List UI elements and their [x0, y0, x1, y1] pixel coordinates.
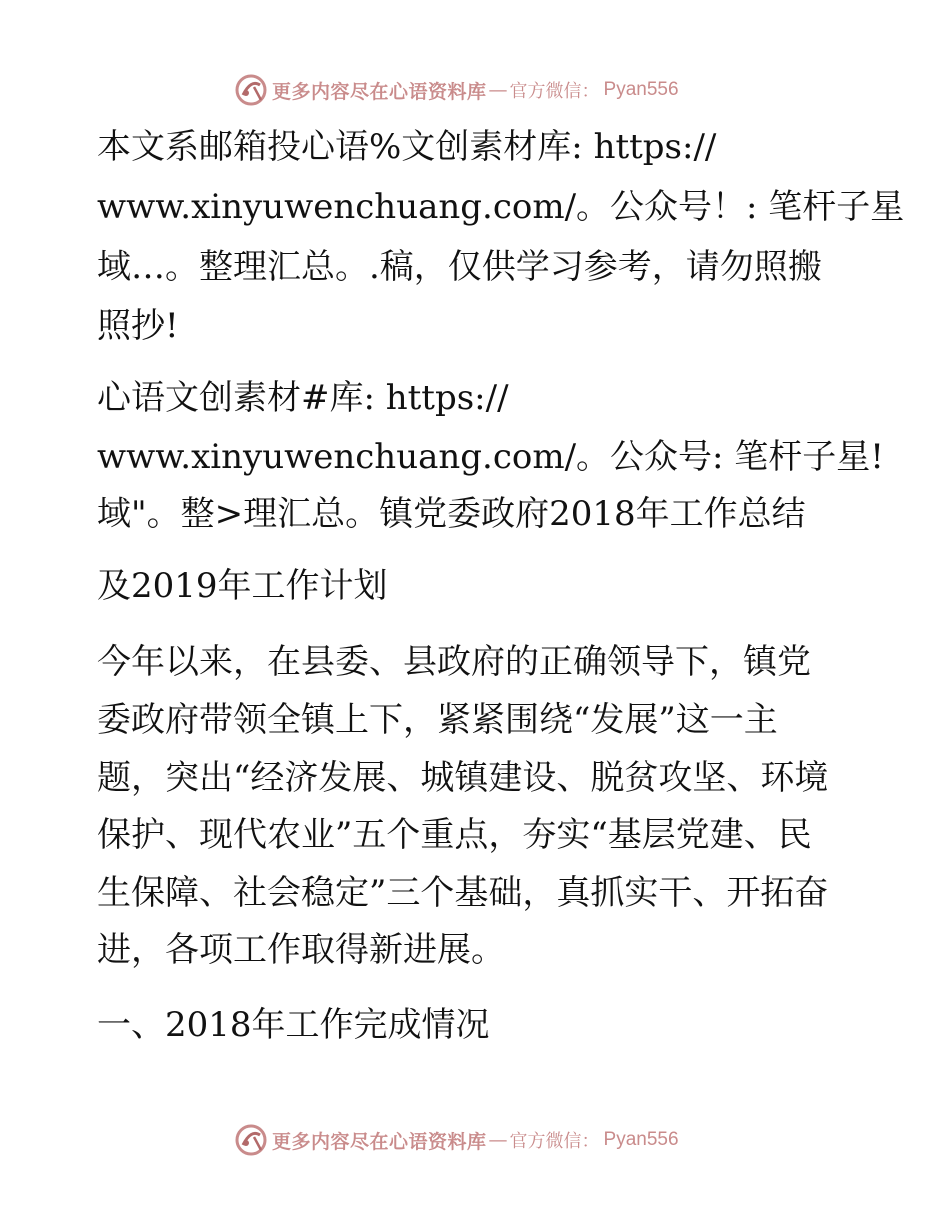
banner-main-text: 更多内容尽在心语资料库 — [272, 80, 487, 103]
banner-separator: — — [488, 79, 508, 101]
footer-banner — [234, 1123, 714, 1157]
banner-wechat-id: Pyan556 — [603, 79, 679, 100]
section-heading: 一、2018年工作完成情况 — [97, 1005, 490, 1045]
banner-wechat-label: 官方微信： — [509, 1131, 600, 1152]
paragraph-line: 进，各项工作取得新进展。 — [97, 930, 505, 970]
paragraph-line: 委政府带领全镇上下，紧紧围绕“发展”这一主 — [97, 700, 778, 740]
document-title-line: 及2019年工作计划 — [97, 566, 388, 606]
body-line: 心语文创素材#库: https:// — [97, 378, 509, 418]
banner-wechat-label: 官方微信： — [509, 81, 600, 102]
body-line: 照抄! — [97, 306, 179, 346]
paragraph-line: 生保障、社会稳定”三个基础，真抓实干、开拓奋 — [97, 873, 829, 913]
banner-wechat-id: Pyan556 — [603, 1129, 679, 1150]
body-line: 本文系邮箱投心语%文创素材库: https:// — [97, 127, 717, 167]
paragraph-line: 保护、现代农业”五个重点，夯实“基层党建、民 — [97, 815, 812, 855]
header-banner — [234, 73, 714, 107]
body-line: 域"。整>理汇总。镇党委政府2018年工作总结 — [97, 494, 806, 534]
banner-separator: — — [488, 1129, 508, 1151]
brand-logo-icon — [234, 1123, 268, 1157]
body-line: 域…。整理汇总。.稿，仅供学习参考，请勿照搬 — [97, 247, 822, 287]
body-line: www.xinyuwenchuang.com/。公众号: 笔杆子星! — [97, 437, 884, 477]
brand-logo-icon — [234, 73, 268, 107]
paragraph-line: 题，突出“经济发展、城镇建设、脱贫攻坚、环境 — [97, 758, 829, 798]
paragraph-line: 今年以来，在县委、县政府的正确领导下，镇党 — [97, 642, 811, 682]
banner-main-text: 更多内容尽在心语资料库 — [272, 1130, 487, 1153]
body-line: www.xinyuwenchuang.com/。公众号！: 笔杆子星 — [97, 187, 905, 227]
